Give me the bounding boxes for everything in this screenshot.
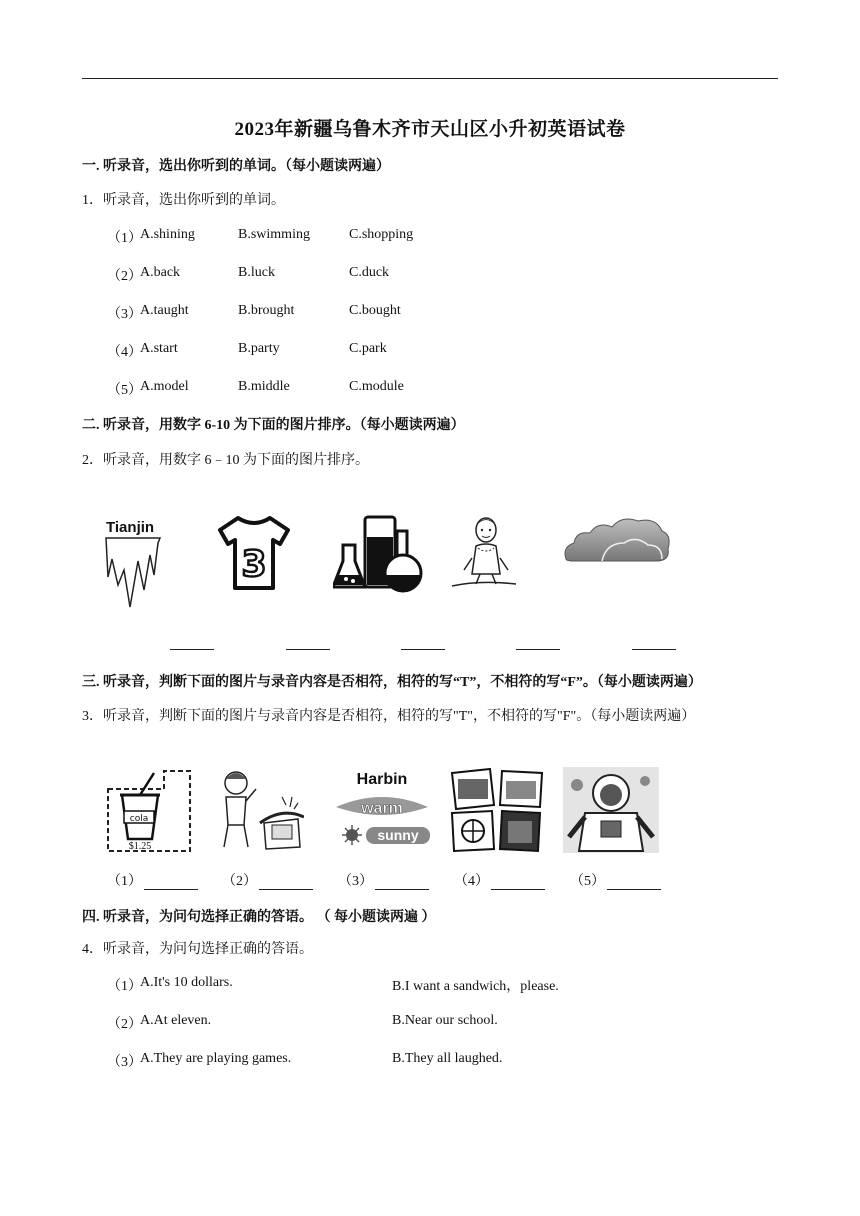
item-number: （3） [107,1055,142,1070]
order-blank-1[interactable] [170,649,214,650]
item-number: （5） [107,383,142,398]
tshirt-picture [216,514,292,592]
option-a[interactable]: A.back [140,265,181,280]
option-b[interactable]: B.I want a sandwich，please. [392,979,559,994]
section1-heading: 一. 听录音，选出你听到的单词。（每小题读两遍） [82,159,390,174]
warm-label: warm [361,800,403,817]
harbin-weather-picture [330,767,434,851]
books-picture [448,767,548,853]
option-b[interactable]: B.party [238,341,280,356]
section2-heading: 二. 听录音，用数字 6-10 为下面的图片排序。（每小题读两遍） [82,418,465,433]
option-b[interactable]: B.brought [238,303,295,318]
tianjin-label: Tianjin [106,519,155,536]
price-label: $1.25 [128,841,152,852]
judge-answer-2[interactable] [222,870,313,890]
item-number: （1） [107,231,142,246]
question1-prompt: 1．听录音，选出你听到的单词。 [82,193,285,208]
option-b[interactable]: B.They all laughed. [392,1051,503,1066]
order-blank-2[interactable] [286,649,330,650]
option-b[interactable]: B.swimming [238,227,310,242]
shirt-number: 3 [241,544,267,585]
science-flasks-picture [333,515,427,593]
option-c[interactable]: C.bought [349,303,401,318]
option-a[interactable]: A.shining [140,227,195,242]
label: （5） [570,874,605,889]
option-a[interactable]: A.It's 10 dollars. [140,975,233,990]
item-number: （4） [107,345,142,360]
item-number: （1） [107,979,142,994]
judge-answer-5[interactable] [570,870,661,890]
option-b[interactable]: B.middle [238,379,290,394]
order-blank-4[interactable] [516,649,560,650]
item-number: （3） [107,307,142,322]
item-number: （2） [107,269,142,284]
section4-heading: 四. 听录音，为问句选择正确的答语。 （ 每小题读两遍 ） [82,910,436,925]
option-a[interactable]: A.At eleven. [140,1013,212,1028]
sunny-label: sunny [377,827,419,843]
question4-prompt: 4．听录音，为问句选择正确的答语。 [82,942,313,957]
question2-prompt: 2．听录音，用数字 6﹣10 为下面的图片排序。 [82,453,369,468]
option-a[interactable]: A.start [140,341,178,356]
option-a[interactable]: A.They are playing games. [140,1051,292,1066]
label: （1） [107,874,142,889]
harbin-label: Harbin [356,771,408,788]
judge-answer-3[interactable] [338,870,429,890]
cola-price-picture [104,767,194,853]
option-c[interactable]: C.shopping [349,227,414,242]
order-blank-3[interactable] [401,649,445,650]
woman-picture [450,514,522,592]
label: （2） [222,874,257,889]
item-number: （2） [107,1017,142,1032]
option-c[interactable]: C.module [349,379,404,394]
label: （4） [454,874,489,889]
option-c[interactable]: C.park [349,341,387,356]
cola-label: cola [129,814,149,824]
header-rule [82,78,778,79]
section3-heading: 三. 听录音，判断下面的图片与录音内容是否相符，相符的写“T”，不相符的写“F”。（每小题读两遍） [82,675,702,690]
label: （3） [338,874,373,889]
judge-answer-1[interactable] [107,870,198,890]
question3-prompt: 3．听录音，判断下面的图片与录音内容是否相符，相符的写"T"，不相符的写"F"。（每小题读两遍） [82,709,696,724]
option-a[interactable]: A.taught [140,303,189,318]
cloud-picture [562,513,672,565]
page-title: 2023年新疆乌鲁木齐市天山区小升初英语试卷 [234,119,626,140]
tianjin-icicle-picture [104,515,164,613]
order-blank-5[interactable] [632,649,676,650]
option-b[interactable]: B.Near our school. [392,1013,498,1028]
option-a[interactable]: A.model [140,379,189,394]
option-c[interactable]: C.duck [349,265,390,280]
boy-telephone-picture [212,767,304,851]
judge-answer-4[interactable] [454,870,545,890]
option-b[interactable]: B.luck [238,265,275,280]
astronaut-picture [563,767,659,853]
